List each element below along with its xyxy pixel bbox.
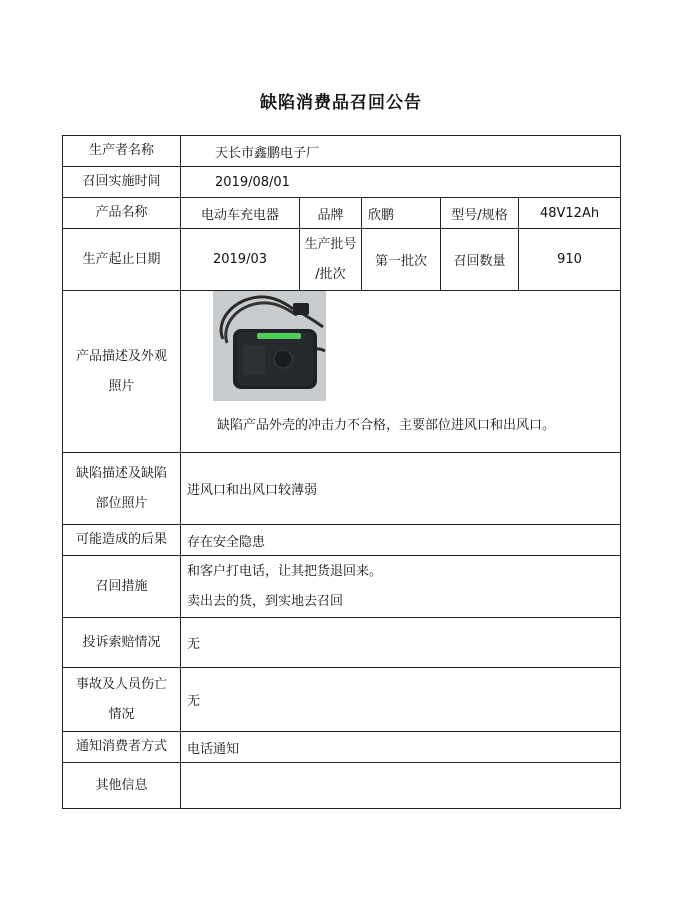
producer-value: 天长市鑫鹏电子厂 (181, 136, 621, 167)
recall-time-value: 2019/08/01 (181, 167, 621, 198)
row-production (63, 229, 621, 291)
notify-label: 通知消费者方式 (63, 732, 181, 763)
recall-time-label: 召回实施时间 (63, 167, 181, 198)
consequence-label: 可能造成的后果 (63, 525, 181, 556)
batch-value: 第一批次 (362, 229, 441, 291)
batch-label-line-1: 生产批号 (304, 236, 357, 252)
row-product-desc (63, 291, 621, 453)
model-value: 48V12Ah (519, 198, 621, 229)
row-producer (63, 136, 621, 167)
page-title: 缺陷消费品召回公告 (260, 93, 422, 113)
row-accident (63, 668, 621, 732)
consequence-value: 存在安全隐患 (181, 525, 621, 556)
measures-line-2: 卖出去的货，到实地去召回 (187, 593, 344, 609)
defect-desc-value: 进风口和出风口较薄弱 (181, 453, 621, 525)
model-label: 型号/规格 (441, 198, 519, 229)
product-desc-cell (181, 291, 621, 453)
batch-label (300, 229, 362, 291)
charger-photo-icon (213, 291, 326, 401)
product-desc-text: 缺陷产品外壳的冲击力不合格，主要部位进风口和出风口。 (217, 418, 556, 433)
other-value (181, 763, 621, 809)
accident-label (63, 668, 181, 732)
product-desc-label-line-1: 产品描述及外观 (75, 348, 167, 364)
row-defect-desc (63, 453, 621, 525)
complaint-value: 无 (181, 618, 621, 668)
date-range-label: 生产起止日期 (63, 229, 181, 291)
defect-desc-label-line-2: 部位照片 (95, 495, 148, 511)
product-desc-label (63, 291, 181, 453)
row-product (63, 198, 621, 229)
quantity-label: 召回数量 (441, 229, 519, 291)
row-measures (63, 556, 621, 618)
date-range-value: 2019/03 (181, 229, 300, 291)
brand-label: 品牌 (300, 198, 362, 229)
producer-label: 生产者名称 (63, 136, 181, 167)
defect-desc-label (63, 453, 181, 525)
row-other (63, 763, 621, 809)
accident-label-line-1: 事故及人员伤亡 (75, 676, 167, 692)
measures-value (181, 556, 621, 618)
recall-table (62, 135, 621, 809)
product-name-value: 电动车充电器 (181, 198, 300, 229)
row-notify (63, 732, 621, 763)
row-consequence (63, 525, 621, 556)
quantity-value: 910 (519, 229, 621, 291)
other-label: 其他信息 (63, 763, 181, 809)
row-recall-time (63, 167, 621, 198)
accident-label-line-2: 情况 (108, 706, 135, 722)
product-name-label: 产品名称 (63, 198, 181, 229)
complaint-label: 投诉索赔情况 (63, 618, 181, 668)
accident-value: 无 (181, 668, 621, 732)
defect-desc-label-line-1: 缺陷描述及缺陷 (75, 465, 167, 481)
measures-label: 召回措施 (63, 556, 181, 618)
notify-value: 电话通知 (181, 732, 621, 763)
product-desc-label-line-2: 照片 (108, 378, 135, 394)
brand-value: 欣鹏 (362, 198, 441, 229)
measures-line-1: 和客户打电话，让其把货退回来。 (187, 563, 383, 579)
row-complaint (63, 618, 621, 668)
batch-label-line-2: /批次 (315, 266, 346, 282)
